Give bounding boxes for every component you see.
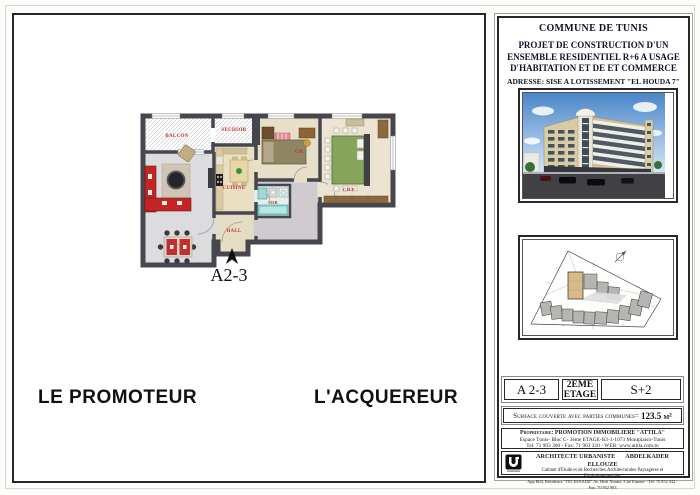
label-hall: HALL (226, 229, 242, 234)
project-title (499, 40, 688, 75)
acquirer-signature-label: L'ACQUEREUR (314, 387, 459, 408)
unit-info-row (501, 376, 684, 403)
floor-line-2: ETAGE (563, 389, 597, 400)
architect-cabinet: Cabinet d'Etude et de Recherches Architecturales Paysagères et Environnementales (541, 468, 664, 479)
project-line-3: D'HABITATION ET DE ET COMMERCE (510, 63, 677, 73)
apartment-type: S+2 (601, 379, 681, 400)
project-line-2: ENSEMBLE RESIDENTIEL R+6 A USAGE (507, 51, 680, 62)
label-balcon: BALCON (165, 134, 189, 139)
floor-line-1: 2EME (566, 379, 594, 390)
label-sdb: SDB (268, 200, 278, 205)
unit-number: A 2-3 (504, 379, 559, 400)
floor-plan-drawing (132, 108, 397, 270)
owner-name: Proprietaire: PROMOTION IMMOBILIERE "ATTILA" (520, 430, 665, 436)
site-highlight-building (568, 272, 583, 299)
architect-box (501, 451, 684, 490)
surface-label: Surface couverte avec parties communes= (513, 411, 639, 420)
label-salon: SALON (167, 241, 189, 247)
promoter-signature-label: LE PROMOTEUR (38, 387, 198, 408)
floor-number (562, 379, 598, 400)
architect-name: ABDELKADER ELLOUZE (587, 453, 669, 468)
owner-address: Espace Tunis- Bloc C- 3ème ETAGE-B3-1-1073 Montplaisir-Tunis (519, 436, 666, 443)
floor-plan-sheet (12, 13, 486, 483)
architect-address: App B04, Résidence "TEJ ESNADII" Av. Hedi Nouira -Cité Ennasr- -Tél: 70 852 942 -Fax: 70 852 983 (527, 479, 678, 490)
label-chp: CH.P (342, 187, 356, 192)
label-ch: CH (294, 150, 304, 155)
building-render-frame (518, 88, 678, 203)
commune-title: COMMUNE DE TUNIS (538, 23, 649, 34)
title-block-inner (497, 16, 690, 490)
owner-contact: Tel: 71 903 300 - Fax: 71 903 310 - WEB: www.attila.com.tn (526, 443, 659, 449)
label-cuisine: CUISINE (222, 186, 246, 191)
architect-logo-icon (505, 454, 522, 473)
architect-title: ARCHITECTE URBANISTE (536, 453, 616, 460)
label-sechoir: SECHOIR (221, 128, 247, 133)
architect-text (524, 453, 681, 490)
title-block-panel (494, 13, 693, 490)
apartment-code: A2-3 (210, 265, 248, 285)
site-plan-frame (518, 235, 678, 340)
building-render-image (523, 93, 665, 198)
owner-box (501, 428, 684, 449)
project-line-1: PROJET DE CONSTRUCTION D'UN (518, 40, 669, 50)
site-plan-drawing (523, 240, 665, 335)
surface-box (501, 406, 684, 425)
address-line-1: ADRESSE: SISE A LOTISSEMENT "EL HOUDA 7" (507, 77, 680, 86)
surface-value: 123.5 m² (640, 410, 672, 421)
